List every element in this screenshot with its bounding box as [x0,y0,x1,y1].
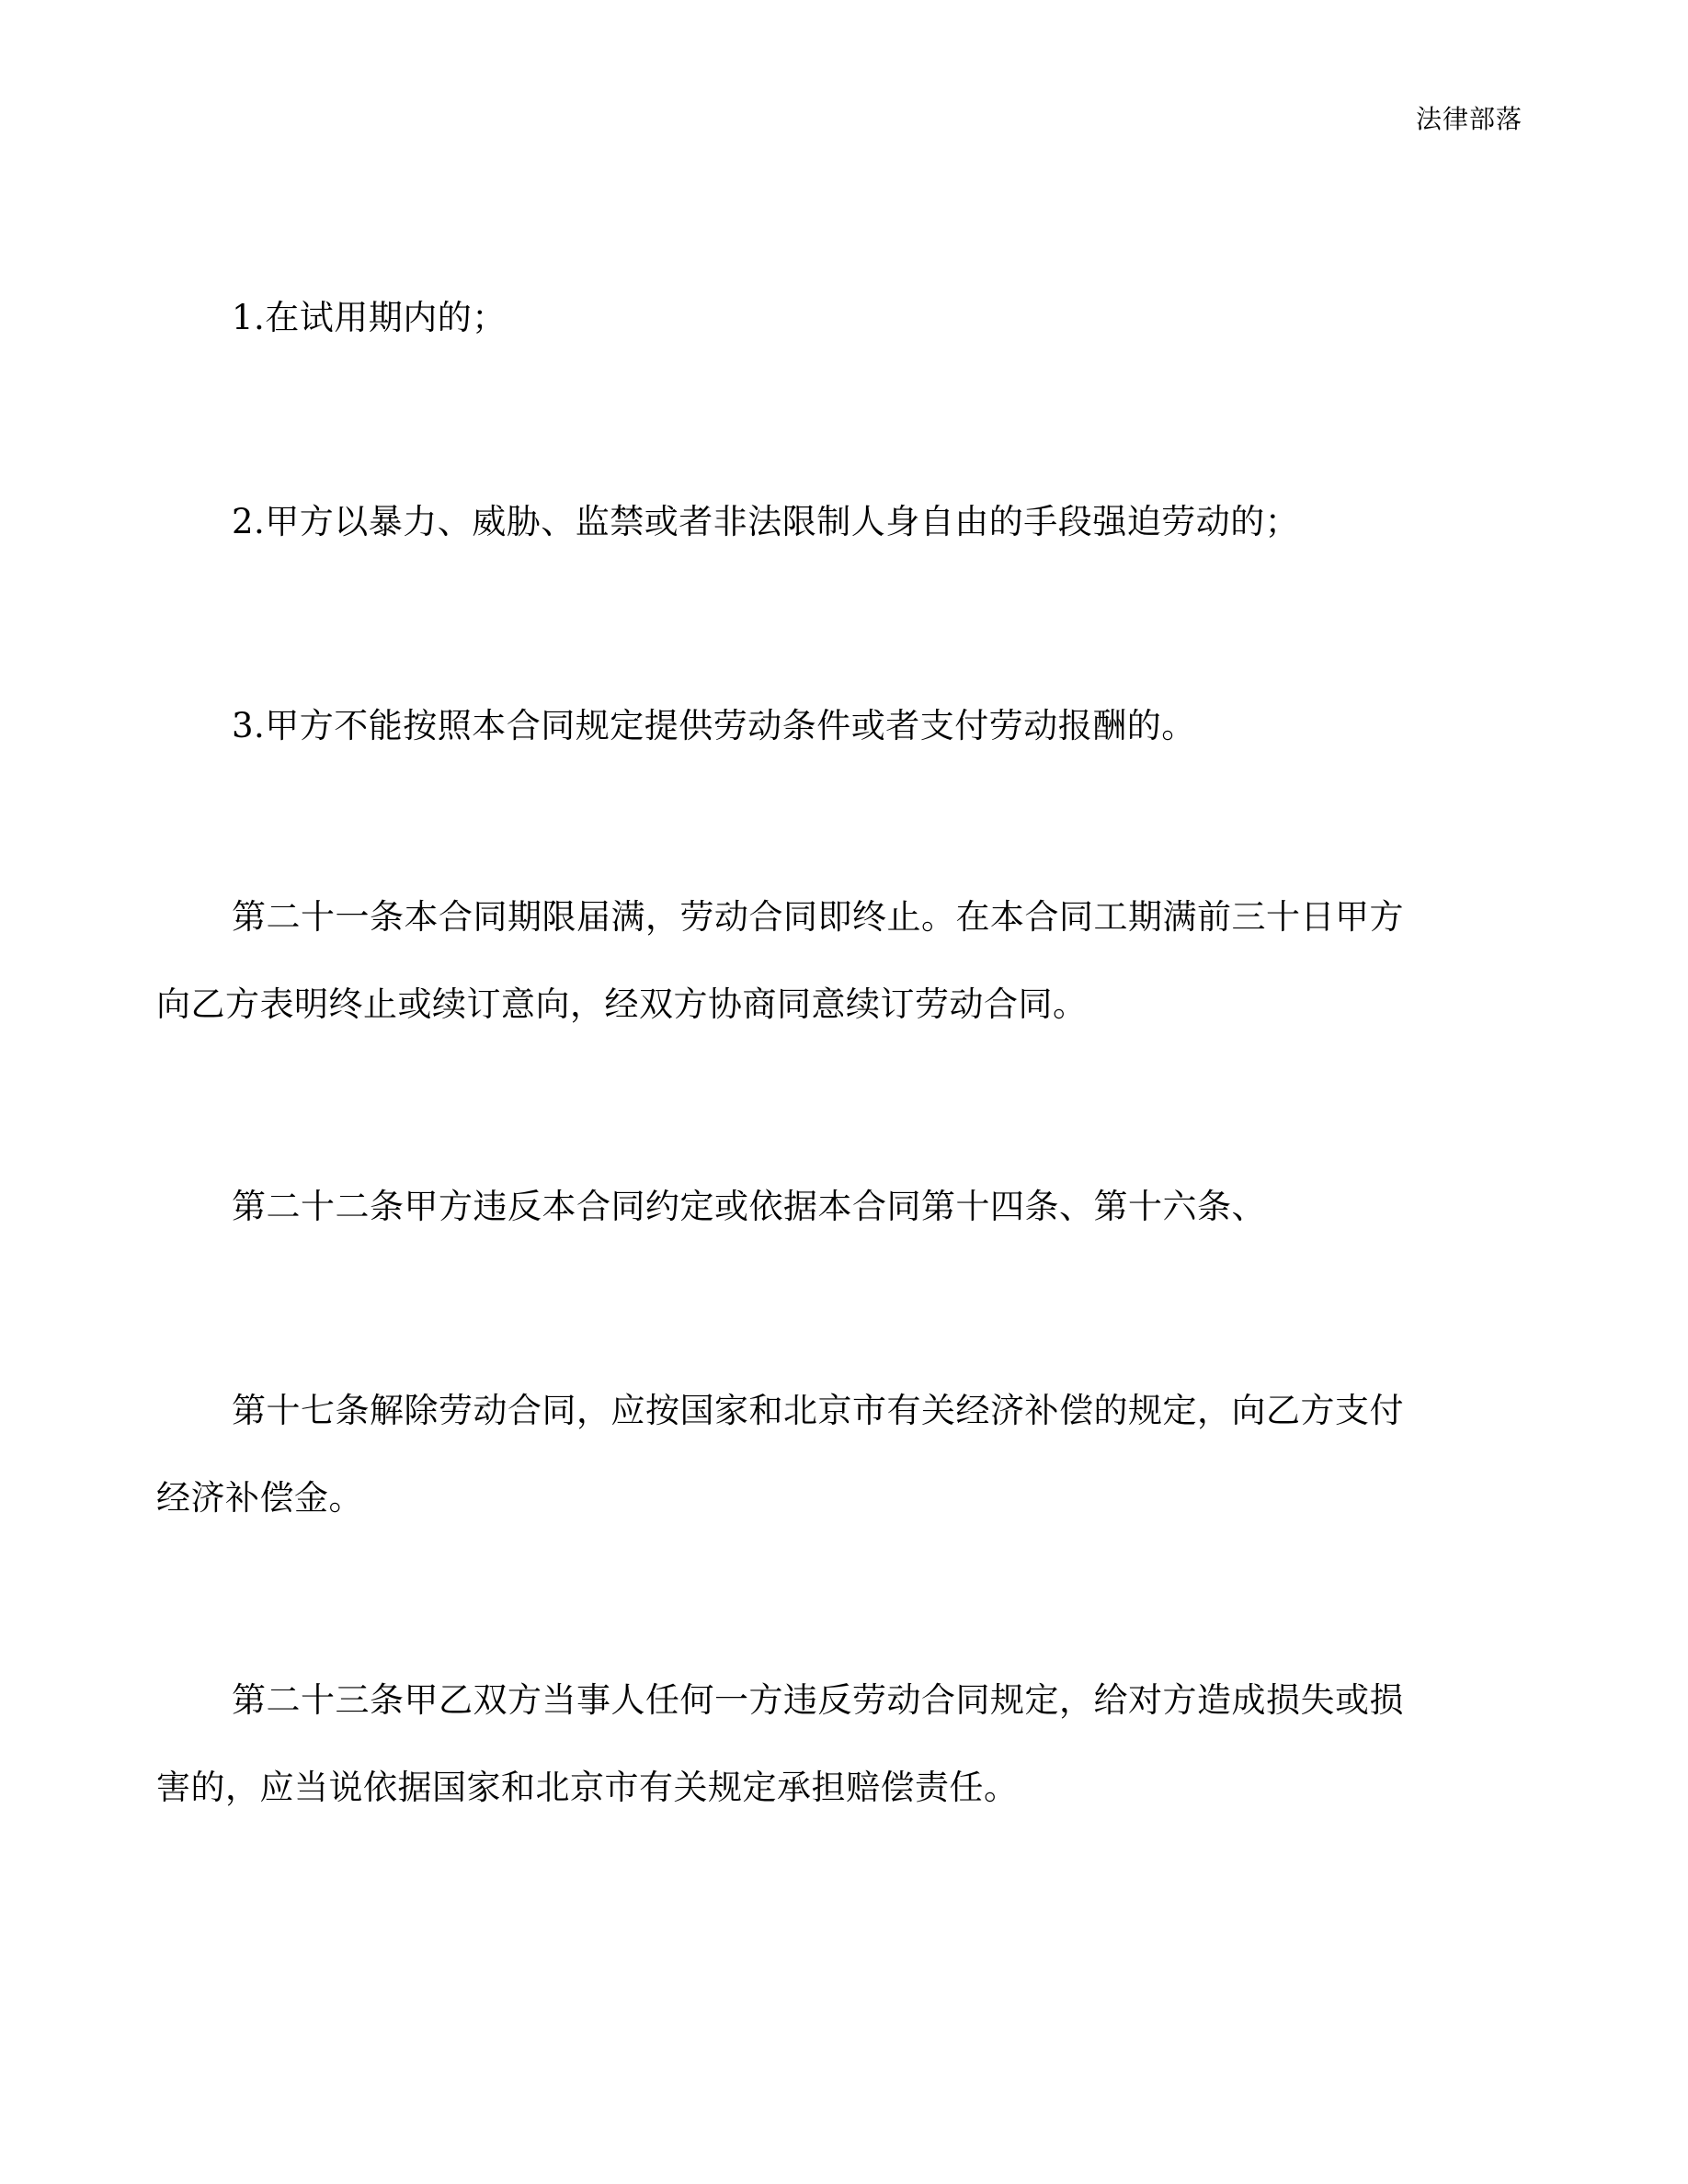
paragraph-3 [156,682,1532,769]
paragraph-line: 3.甲方不能按照本合同规定提供劳动条件或者支付劳动报酬的。 [232,706,1196,745]
paragraph-2 [156,478,1532,565]
paragraph-article-21 [156,873,1532,1048]
paragraph-line: 2.甲方以暴力、威胁、监禁或者非法限制人身自由的手段强迫劳动的； [232,502,1300,541]
paragraph-line: 向乙方表明终止或续订意向，经双方协商同意续订劳动合同。 [156,984,1088,1024]
paragraph-line: 第二十二条甲方违反本合同约定或依据本合同第十四条、第十六条、 [232,1187,1266,1226]
paragraph-line: 第二十三条甲乙双方当事人任何一方违反劳动合同规定，给对方造成损失或损 [232,1680,1404,1720]
paragraph-article-23 [156,1656,1532,1831]
paragraph-article-17-ref [156,1367,1532,1541]
header-text: 法律部落 [1415,104,1523,134]
paragraph-article-22 [156,1163,1532,1250]
paragraph-1 [156,274,1532,361]
paragraph-line: 经济补偿金。 [156,1478,363,1518]
paragraph-line: 第二十一条本合同期限届满，劳动合同即终止。在本合同工期满前三十日甲方 [232,897,1404,937]
paragraph-line: 害的，应当说依据国家和北京市有关规定承担赔偿责任。 [156,1768,1019,1807]
paragraph-line: 1.在试用期内的； [232,298,507,337]
paragraph-line: 第十七条解除劳动合同，应按国家和北京市有关经济补偿的规定，向乙方支付 [232,1391,1404,1430]
